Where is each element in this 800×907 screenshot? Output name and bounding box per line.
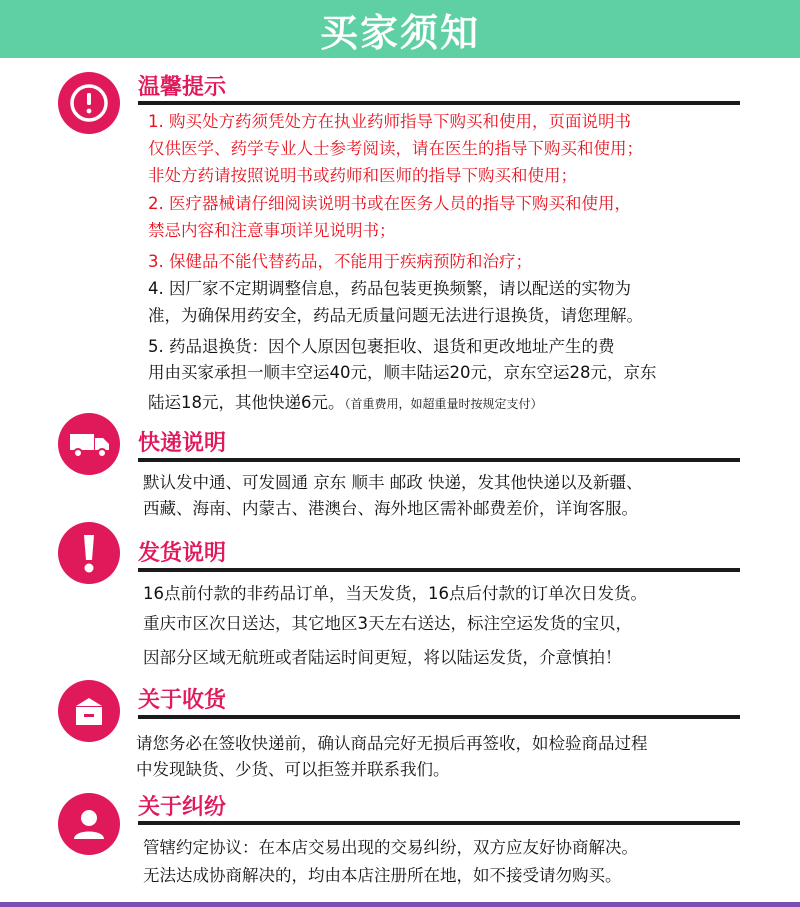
header-banner <box>0 0 800 58</box>
tip-line: 准，为确保用药安全，药品无质量问题无法进行退换货，请您理解。 <box>148 306 643 325</box>
shipping-line: 西藏、海南、内蒙古、港澳台、海外地区需补邮费差价，详询客服。 <box>143 499 638 518</box>
user-icon <box>58 793 120 855</box>
package-box-icon <box>58 680 120 742</box>
delivery-truck-icon <box>58 413 120 475</box>
tip-line: 非处方药请按照说明书或药师和医师的指导下购买和使用； <box>148 166 577 185</box>
dispute-line: 管辖约定协议：在本店交易出现的交易纠纷，双方应友好协商解决。 <box>143 838 638 857</box>
section-divider <box>138 568 740 572</box>
section-title-disputes: 关于纠纷 <box>138 795 227 820</box>
tip-line: 5. 药品退换货：因个人原因包裹拒收、退货和更改地址产生的费 <box>148 337 615 356</box>
dispatch-line: 因部分区域无航班或者陆运时间更短，将以陆运发货，介意慎拍！ <box>143 648 622 667</box>
tip-line: 4. 因厂家不定期调整信息，药品包装更换频繁，请以配送的实物为 <box>148 279 631 298</box>
receiving-line: 请您务必在签收快递前，确认商品完好无损后再签收，如检验商品过程 <box>136 734 648 753</box>
exclamation-mark-icon <box>58 522 120 584</box>
dispatch-line: 16点前付款的非药品订单，当天发货，16点后付款的订单次日发货。 <box>143 584 647 603</box>
section-divider <box>138 821 740 825</box>
tip-line: 用由买家承担一顺丰空运40元，顺丰陆运20元，京东空运28元，京东 <box>148 363 657 382</box>
tip-text: 陆运18元，其他快递6元。 <box>148 393 345 412</box>
section-title-tips: 温馨提示 <box>138 75 227 100</box>
weight-note: （首重费用，如超重量时按规定支付） <box>344 397 543 411</box>
dispute-line: 无法达成协商解决的，均由本店注册所在地，如不接受请勿购买。 <box>143 866 622 885</box>
tip-line: 3. 保健品不能代替药品，不能用于疾病预防和治疗； <box>148 252 532 271</box>
receiving-line: 中发现缺货、少货、可以拒签并联系我们。 <box>136 760 450 779</box>
tip-line: 仅供医学、药学专业人士参考阅读，请在医生的指导下购买和使用； <box>148 139 643 158</box>
exclamation-circle-icon <box>58 72 120 134</box>
section-divider <box>138 715 740 719</box>
section-title-dispatch: 发货说明 <box>138 541 227 566</box>
tip-line: 2. 医疗器械请仔细阅读说明书或在医务人员的指导下购买和使用， <box>148 194 631 213</box>
footer-bar <box>0 902 800 907</box>
tip-line: 1. 购买处方药须凭处方在执业药师指导下购买和使用，页面说明书 <box>148 112 631 131</box>
section-title-receiving: 关于收货 <box>138 688 227 713</box>
page-title: 买家须知 <box>319 10 480 55</box>
section-title-shipping: 快递说明 <box>138 431 227 456</box>
dispatch-line: 重庆市区次日送达，其它地区3天左右送达，标注空运发货的宝贝， <box>143 614 632 633</box>
tip-line: 禁忌内容和注意事项详见说明书； <box>148 221 396 240</box>
section-divider <box>138 458 740 462</box>
section-divider <box>138 101 740 105</box>
shipping-line: 默认发中通、可发圆通 京东 顺丰 邮政 快递，发其他快递以及新疆、 <box>143 473 643 492</box>
tip-line-last <box>148 391 543 416</box>
